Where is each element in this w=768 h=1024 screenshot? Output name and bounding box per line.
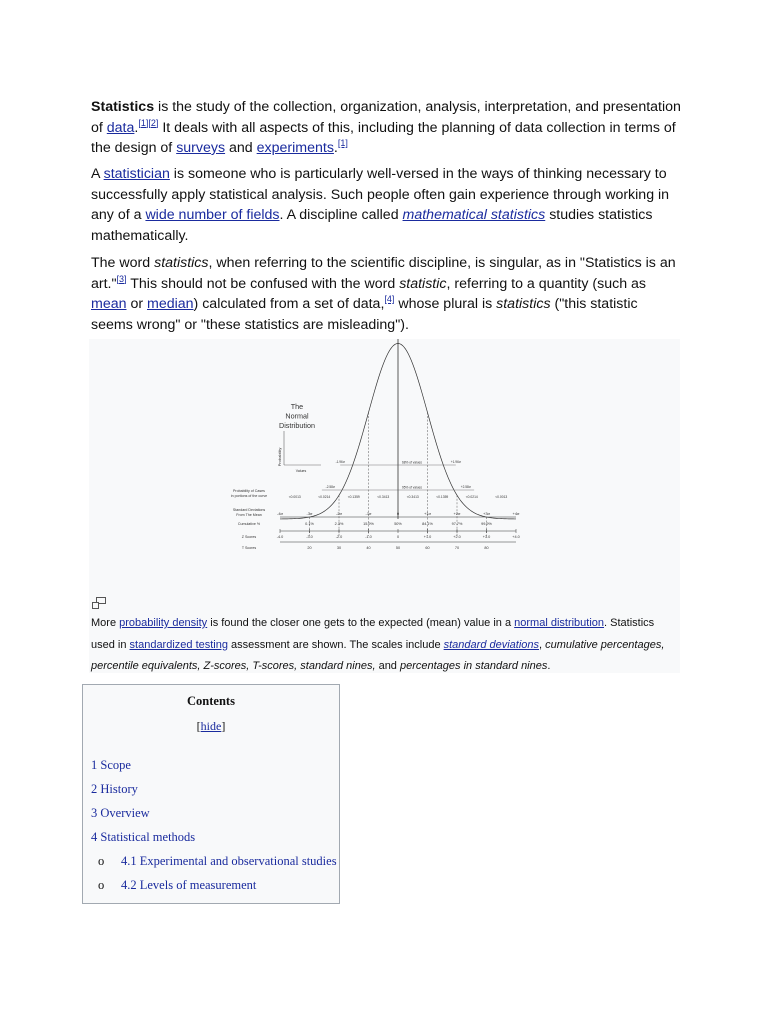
- scales-layer: [231, 489, 520, 550]
- toc-item-scope[interactable]: 1 Scope: [91, 758, 131, 772]
- link-mathematical-statistics[interactable]: mathematical statistics: [402, 207, 546, 223]
- cum-value: 2.3%: [334, 522, 344, 526]
- term-statistics: Statistics: [91, 99, 155, 115]
- toc-subitem-label[interactable]: 4.2 Levels of measurement: [121, 878, 257, 892]
- area-value: <0.0013: [495, 495, 508, 499]
- link-mean[interactable]: mean: [91, 296, 127, 312]
- sd-tick-label: +2σ: [453, 511, 461, 516]
- link-standard-deviations[interactable]: standard deviations: [443, 638, 540, 651]
- toc-subitem-levels[interactable]: [98, 878, 256, 893]
- chart-title-line: The: [290, 402, 304, 411]
- chart-title-line: Distribution: [279, 421, 315, 430]
- paragraph-statistician: A statistician is someone who is particularly well-versed in the ways of thinking necessary to successfully apply statistical analysis. Such people often gain experience through working in any of a wide number of fields. A discipline called mathematical statistics studies statistics mathematically.: [91, 166, 670, 244]
- t-value: 20: [307, 546, 312, 550]
- ref-1[interactable]: [1]: [138, 117, 149, 128]
- sd-tick-label: -4σ: [276, 511, 284, 516]
- z-value: +3.0: [482, 535, 491, 539]
- t-value: 80: [484, 546, 489, 550]
- figure-caption: More probability density is found the closer one gets to the expected (mean) value in a normal distribution. Statistics used in standardized testing assessment are shown. The scales include standard deviations, cumulative percentages, percentile equivalents, Z-scores, T-scores, standard nines, and percentages in standard nines.: [91, 617, 665, 672]
- band-end-label: -1.96σ: [335, 460, 345, 464]
- link-wide-number-of-fields[interactable]: wide number of fields: [145, 207, 280, 223]
- area-value: <0.0214: [318, 495, 331, 499]
- band-label: 68% of values: [401, 460, 423, 465]
- z-value: -2.0: [335, 535, 343, 539]
- cum-value: 15.9%: [363, 522, 374, 526]
- band-label: 95% of values: [401, 485, 423, 490]
- toc-item-overview[interactable]: 3 Overview: [91, 806, 150, 820]
- z-value: 0: [396, 535, 400, 539]
- ref-3[interactable]: [3]: [116, 273, 127, 284]
- enlarge-icon[interactable]: [92, 597, 106, 609]
- chart-ylabel: Probability: [277, 447, 282, 467]
- t-row-label: T Scores: [241, 546, 257, 550]
- t-value: 30: [336, 546, 342, 550]
- ref-1b[interactable]: [1]: [337, 138, 348, 148]
- sd-tick-label: 0: [396, 511, 400, 516]
- area-value: <0.3413: [377, 495, 390, 499]
- toc-item-statistical-methods[interactable]: 4 Statistical methods: [91, 830, 196, 844]
- table-of-contents: [82, 684, 340, 904]
- sd-tick-label: -1σ: [365, 511, 372, 516]
- sd-tick-label: +1σ: [423, 511, 432, 516]
- chart-title: [279, 402, 315, 430]
- sd-tick-label: +3σ: [482, 511, 491, 516]
- cum-value: 99.9%: [481, 522, 492, 526]
- toc-subitem-experimental[interactable]: [98, 854, 337, 869]
- z-value: -3.0: [306, 535, 313, 539]
- cum-row-label: Cumulative %: [237, 522, 261, 526]
- t-value: 50: [395, 546, 401, 550]
- z-value: +4.0: [512, 535, 520, 539]
- link-data[interactable]: data: [106, 119, 135, 136]
- band-end-label: -2.58σ: [325, 485, 335, 489]
- link-standardized-testing[interactable]: standardized testing: [129, 638, 228, 651]
- toc-toggle: [hide]: [196, 719, 226, 733]
- paragraph-word-statistics: The word statistics, when referring to the scientific discipline, is singular, as in "Statistics is an art."[3] This should not be confused with the word statistic, referring to a quantity (such as mean or median) calculated from a set of data,[4] whose plural is statistics ("this statistic seems wrong" or "these statistics are misleading").: [91, 255, 676, 333]
- cum-value: 0.1%: [305, 522, 314, 526]
- link-surveys[interactable]: surveys: [176, 140, 226, 156]
- ref-2[interactable]: [2]: [148, 117, 159, 128]
- chart-title-line: Normal: [285, 411, 309, 421]
- sd-tick-label: -2σ: [335, 511, 343, 516]
- toc-bullet: o: [98, 854, 105, 868]
- area-row-label: Probability of Cases: [233, 489, 265, 493]
- curve-layer: [280, 339, 516, 536]
- t-value: 60: [425, 546, 430, 550]
- toc-title: Contents: [187, 694, 235, 708]
- area-value: <0.1359: [436, 495, 449, 499]
- link-statistician[interactable]: statistician: [103, 166, 170, 182]
- area-value: <0.0214: [465, 495, 478, 499]
- chart-xlabel: Values: [295, 469, 307, 473]
- toc-bullet: o: [98, 878, 105, 892]
- z-value: -4.0: [276, 535, 284, 539]
- ref-4[interactable]: [4]: [384, 294, 395, 304]
- link-probability-density[interactable]: probability density: [119, 617, 208, 629]
- sd-tick-label: -3σ: [306, 511, 313, 516]
- band-end-label: +2.58σ: [460, 485, 471, 489]
- toc-hide-link[interactable]: hide: [200, 719, 222, 733]
- toc-item-history[interactable]: 2 History: [91, 782, 138, 796]
- sd-row-label: Standard Deviations: [232, 508, 266, 512]
- area-value: <0.3413: [406, 495, 419, 499]
- toc-subitem-label[interactable]: 4.1 Experimental and observational studies: [121, 854, 337, 868]
- z-row-label: Z Scores: [241, 535, 257, 539]
- cum-value: 84.1%: [422, 522, 433, 526]
- link-median[interactable]: median: [147, 296, 194, 312]
- band-end-label: +1.96σ: [450, 460, 461, 464]
- z-value: +1.0: [423, 535, 432, 539]
- area-value: <0.0013: [288, 495, 301, 499]
- t-value: 70: [454, 546, 460, 550]
- sd-tick-label: +4σ: [512, 511, 520, 516]
- z-value: +2.0: [453, 535, 461, 539]
- cum-value: 50%: [394, 522, 402, 526]
- paragraph-intro: Statistics is the study of the collection, organization, analysis, interpretation, and presentation of data.[1][2] It deals with all aspects of this, including the planning of data collection in terms of the design of surveys and experiments.[1]: [91, 99, 681, 156]
- z-value: -1.0: [365, 535, 372, 539]
- cum-value: 97.7%: [451, 522, 463, 526]
- t-value: 40: [366, 546, 371, 550]
- sd-row-label: From The Mean: [236, 513, 262, 517]
- area-row-label: in portions of the curve: [230, 494, 268, 498]
- link-normal-distribution[interactable]: normal distribution: [514, 617, 605, 629]
- normal-distribution-chart[interactable]: [89, 339, 680, 594]
- area-value: <0.1359: [347, 495, 360, 499]
- figure-normal-distribution: [89, 339, 680, 673]
- link-experiments[interactable]: experiments: [256, 140, 334, 156]
